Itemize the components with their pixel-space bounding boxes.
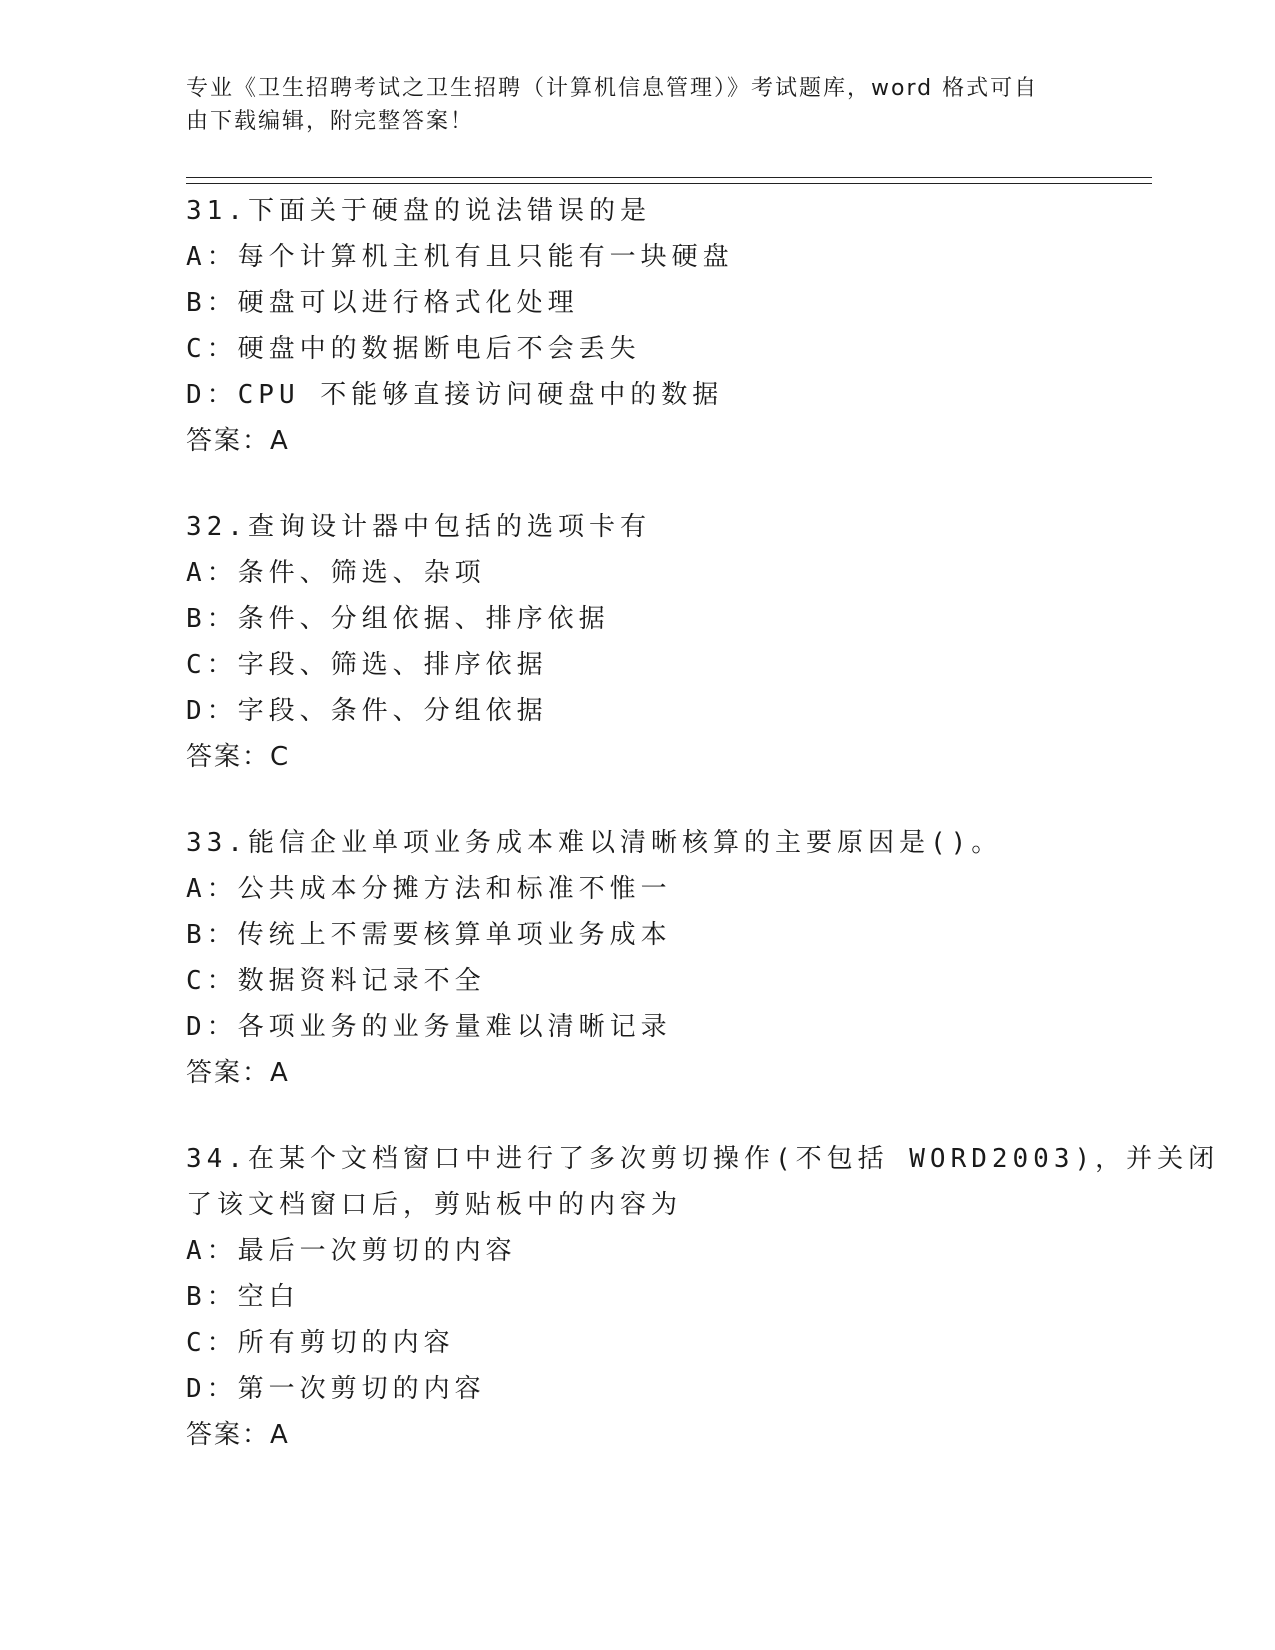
option-c: C：字段、筛选、排序依据 [186, 650, 548, 680]
option-a: A：每个计算机主机有且只能有一块硬盘 [186, 242, 734, 272]
option-c: C：数据资料记录不全 [186, 966, 486, 996]
option-a: A：条件、筛选、杂项 [186, 558, 486, 588]
option-d: D：字段、条件、分组依据 [186, 696, 548, 726]
question-stem: 32.查询设计器中包括的选项卡有 [186, 512, 651, 542]
document-header [186, 72, 1086, 138]
option-d: D：CPU 不能够直接访问硬盘中的数据 [186, 380, 724, 410]
header-divider-top [186, 177, 1152, 178]
question-list [186, 188, 1220, 1498]
answer-label: 答案：A [186, 1058, 290, 1088]
option-b: B：条件、分组依据、排序依据 [186, 604, 610, 634]
option-d: D：第一次剪切的内容 [186, 1374, 486, 1404]
header-line-2: 由下载编辑，附完整答案！ [186, 109, 475, 134]
option-a: A：公共成本分摊方法和标准不惟一 [186, 874, 672, 904]
question-stem: 33.能信企业单项业务成本难以清晰核算的主要原因是()。 [186, 828, 1003, 858]
question-stem-line-1: 34.在某个文档窗口中进行了多次剪切操作(不包括 WORD2003)，并关闭 [186, 1144, 1220, 1174]
answer-label: 答案：C [186, 742, 291, 772]
answer-label: 答案：A [186, 426, 290, 456]
header-divider-bottom [186, 183, 1152, 184]
option-c: C：所有剪切的内容 [186, 1328, 455, 1358]
question-31 [186, 188, 1186, 464]
question-32 [186, 504, 1186, 780]
question-stem-line-2: 了该文档窗口后，剪贴板中的内容为 [186, 1190, 683, 1220]
question-stem: 31.下面关于硬盘的说法错误的是 [186, 196, 651, 226]
option-b: B：空白 [186, 1282, 300, 1312]
option-b: B：硬盘可以进行格式化处理 [186, 288, 579, 318]
answer-label: 答案：A [186, 1420, 290, 1450]
option-c: C：硬盘中的数据断电后不会丢失 [186, 334, 641, 364]
option-b: B：传统上不需要核算单项业务成本 [186, 920, 672, 950]
question-33 [186, 820, 1186, 1096]
header-line-1: 专业《卫生招聘考试之卫生招聘（计算机信息管理）》考试题库，word 格式可自 [186, 76, 1039, 101]
question-34 [186, 1136, 1220, 1458]
option-a: A：最后一次剪切的内容 [186, 1236, 517, 1266]
option-d: D：各项业务的业务量难以清晰记录 [186, 1012, 672, 1042]
